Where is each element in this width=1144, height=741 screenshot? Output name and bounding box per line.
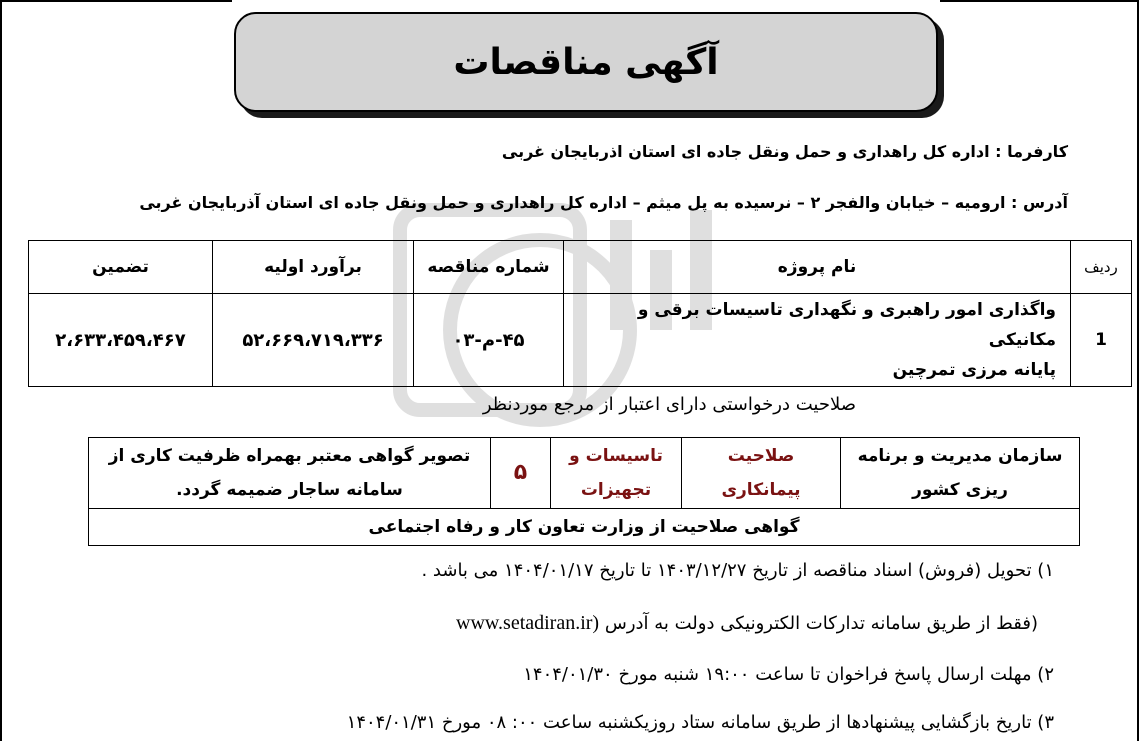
qual-type xyxy=(682,438,841,509)
note-2: ۲) مهلت ارسال پاسخ فراخوان تا ساعت ۱۹:۰۰ شنبه مورخ ۱۴۰۴/۰۱/۳۰ xyxy=(523,664,1054,685)
tender-table xyxy=(28,240,1132,387)
table-header-row xyxy=(29,241,1132,294)
qual-type-line1: صلاحیت xyxy=(727,446,795,466)
address-line: آدرس : ارومیه – خیابان والفجر ۲ – نرسیده به پل میثم – اداره کل راهداری و حمل ونقل جاده ای استان آذربایجان غربی xyxy=(139,193,1068,212)
header-project: نام پروژه xyxy=(564,241,1071,294)
qual-field xyxy=(551,438,682,509)
note-1-line-a: ۱) تحویل (فروش) اسناد مناقصه از تاریخ ۱۴۰۳/۱۲/۲۷ تا تاریخ ۱۴۰۴/۰۱/۱۷ می باشد . xyxy=(421,560,1054,581)
qual-org-line1: سازمان مدیریت و برنامه xyxy=(857,446,1063,466)
project-name-line1: واگذاری امور راهبری و نگهداری تاسیسات برقی و مکانیکی xyxy=(637,300,1056,350)
table-row xyxy=(29,294,1132,387)
qualification-row xyxy=(89,438,1080,509)
title-box xyxy=(234,12,938,112)
qualification-table xyxy=(88,437,1080,546)
row-tender-number: ۴۵-م-۰۳ xyxy=(414,294,564,387)
qual-grade: ۵ xyxy=(491,438,551,509)
qual-field-line2: تجهیزات xyxy=(580,480,652,500)
header-index: ردیف xyxy=(1071,241,1132,294)
frame-top-border-left xyxy=(0,0,232,2)
row-project xyxy=(564,294,1071,387)
row-index: 1 xyxy=(1071,294,1132,387)
row-guarantee: ۲،۶۳۳،۴۵۹،۴۶۷ xyxy=(29,294,213,387)
qual-note-line1: تصویر گواهی معتبر بهمراه ظرفیت کاری از xyxy=(108,446,471,466)
qual-type-line2: پیمانکاری xyxy=(721,480,801,500)
frame-left-border xyxy=(0,0,2,741)
qual-org-line2: ریزی کشور xyxy=(912,480,1008,500)
header-estimate: برآورد اولیه xyxy=(213,241,414,294)
note-3: ۳) تاریخ بازگشایی پیشنهادها از طریق سامانه ستاد روزیکشنبه ساعت ۰۰: ۰۸ مورخ ۱۴۰۴/۰۱/۳۱ xyxy=(346,712,1054,733)
qual-note xyxy=(89,438,491,509)
note-1-line-b xyxy=(456,612,1038,635)
qual-note-line2: سامانه ساجار ضمیمه گردد. xyxy=(176,480,403,500)
frame-top-border-right xyxy=(940,0,1139,2)
row-estimate: ۵۲،۶۶۹،۷۱۹،۳۳۶ xyxy=(213,294,414,387)
qualification-caption: صلاحیت درخواستی دارای اعتبار از مرجع موردنظر xyxy=(482,394,856,415)
page-title: آگهی مناقصات xyxy=(453,41,719,83)
project-name-line2: پایانه مرزی تمرچین xyxy=(892,360,1056,380)
employer-line: کارفرما : اداره کل راهداری و حمل ونقل جاده ای استان اذربایجان غربی xyxy=(501,142,1068,161)
header-guarantee: تضمین xyxy=(29,241,213,294)
qual-field-line1: تاسیسات و xyxy=(569,446,663,466)
qual-bottom: گواهی صلاحیت از وزارت تعاون کار و رفاه اجتماعی xyxy=(89,509,1080,546)
qualification-bottom-row xyxy=(89,509,1080,546)
setadiran-link[interactable]: www.setadiran.ir) xyxy=(456,612,600,634)
frame-right-border xyxy=(1137,0,1139,741)
header-tender-number: شماره مناقصه xyxy=(414,241,564,294)
qual-org xyxy=(841,438,1080,509)
note-1-line-b-text: (فقط از طریق سامانه تدارکات الکترونیکی دولت به آدرس xyxy=(604,613,1038,634)
